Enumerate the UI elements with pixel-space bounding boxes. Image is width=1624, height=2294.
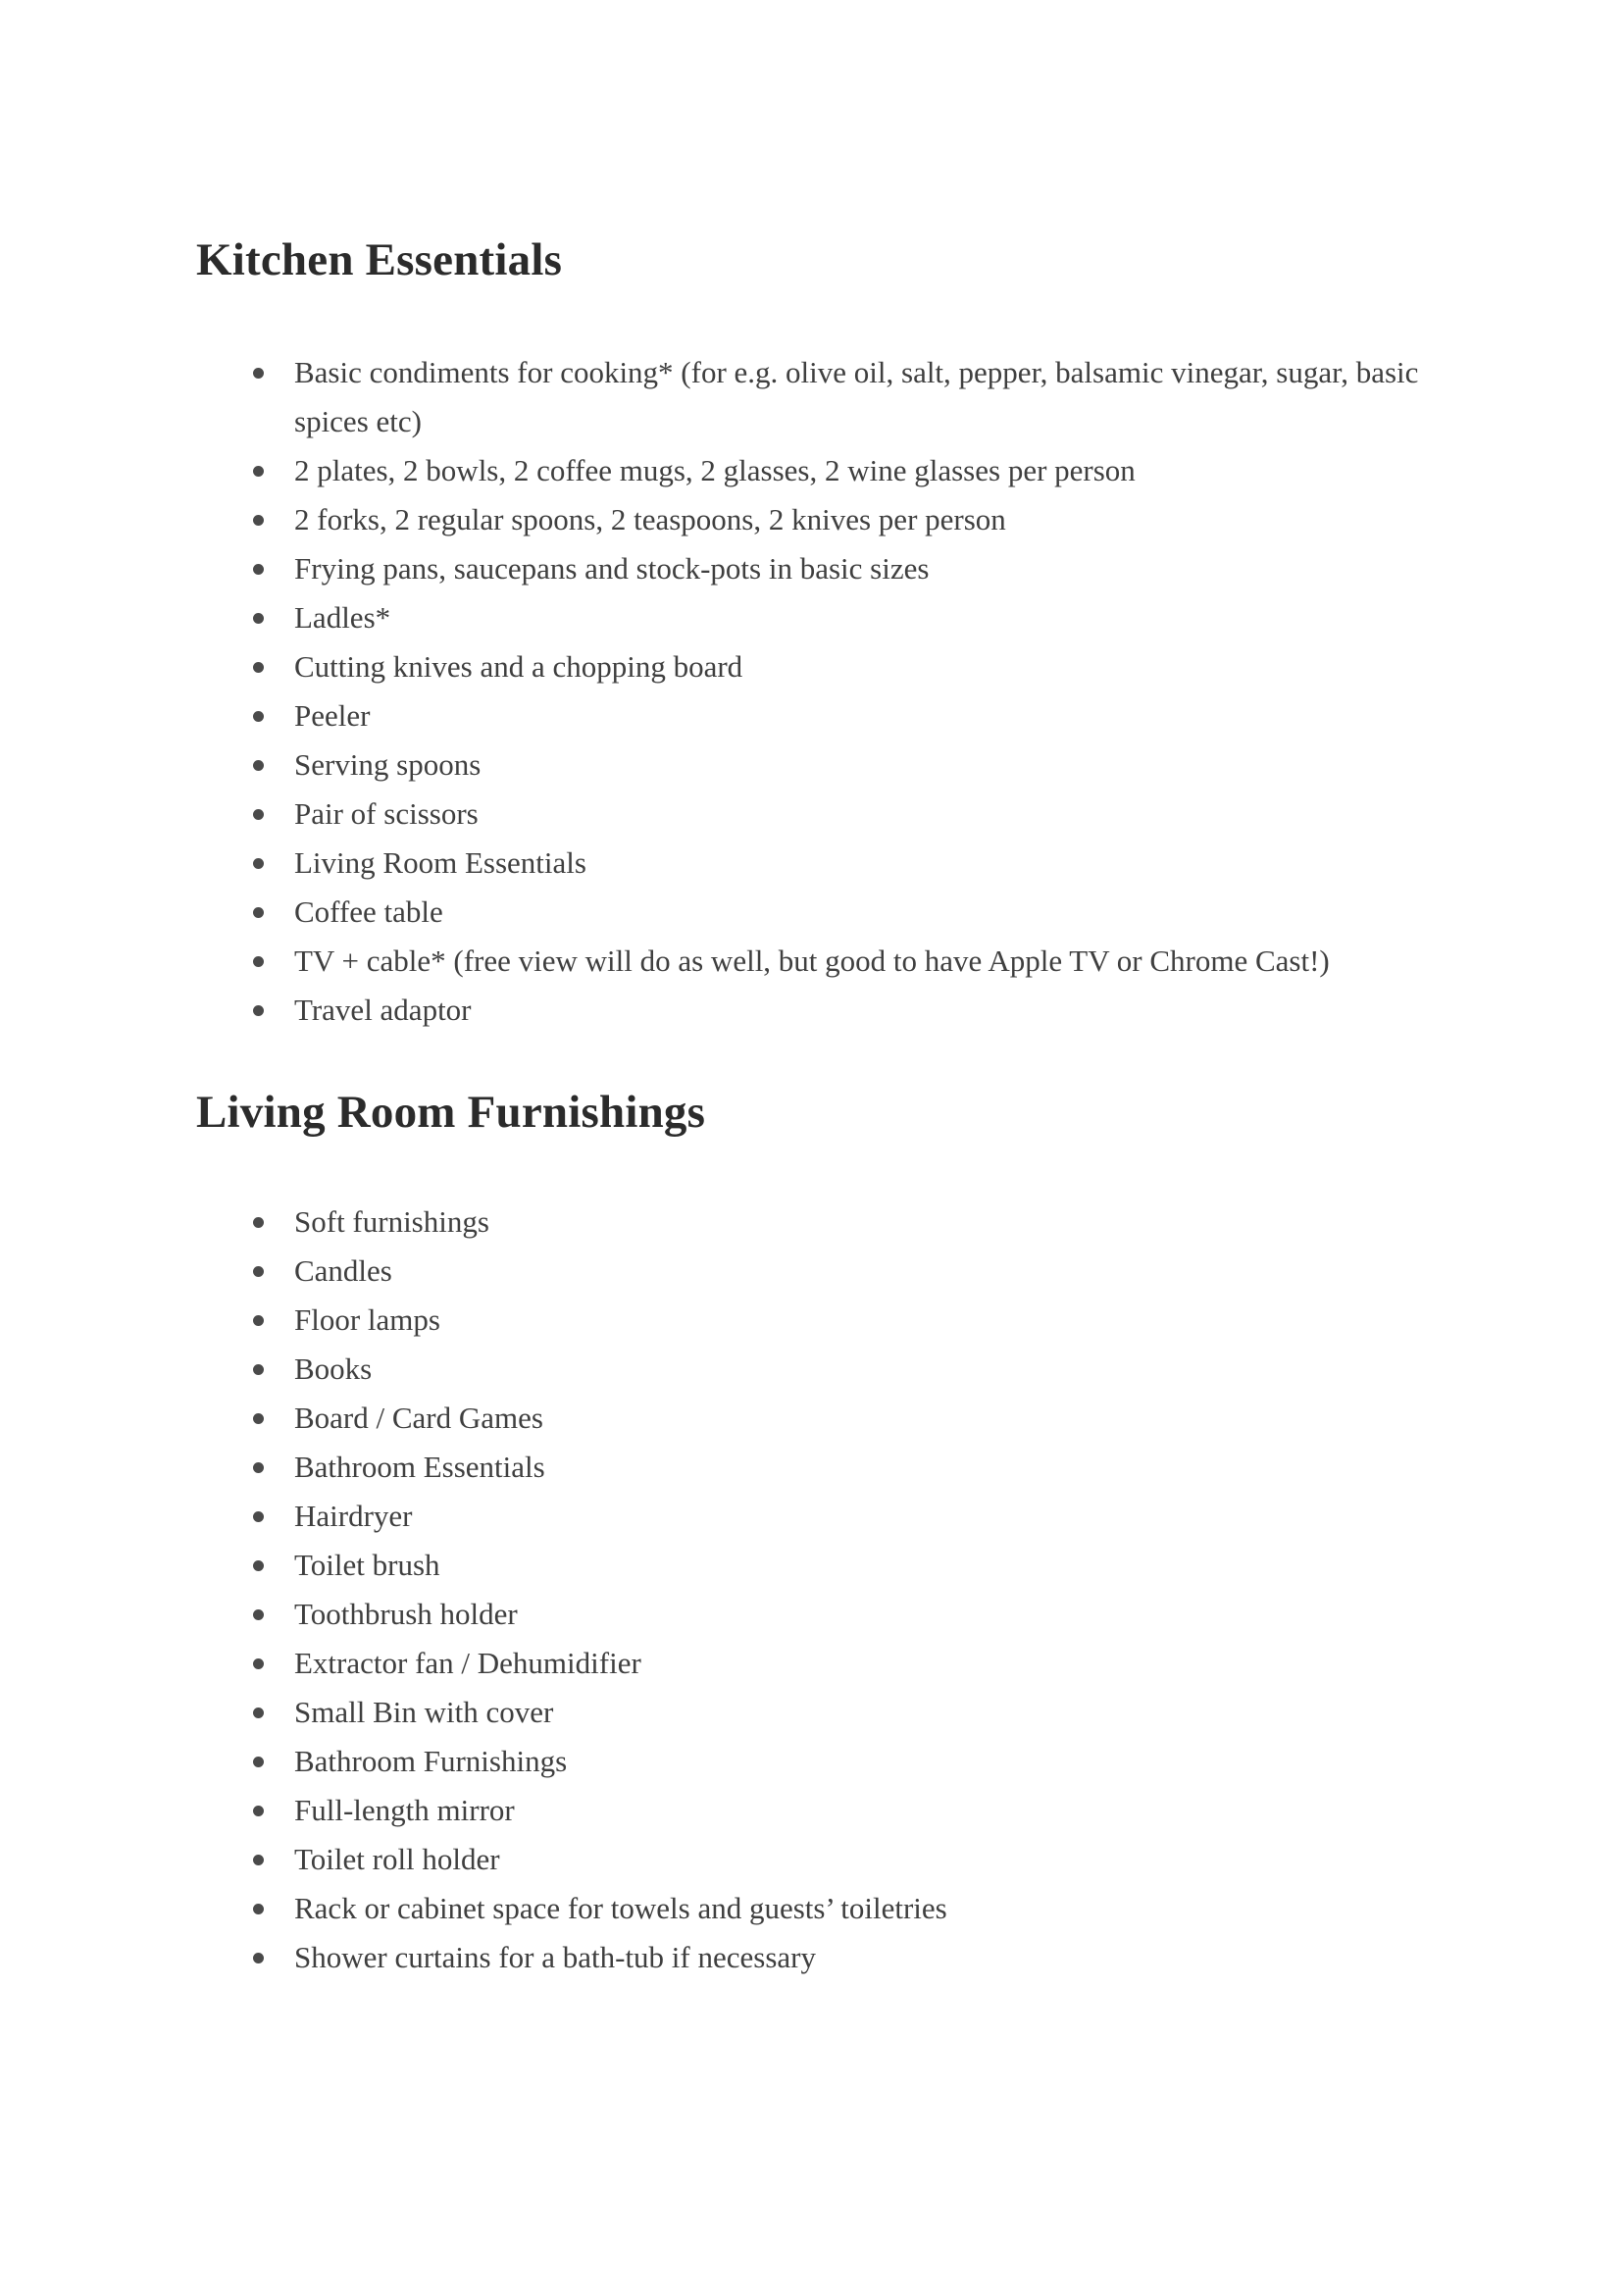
list-item-label: Toilet roll holder	[294, 1841, 500, 1876]
bullet-icon	[253, 1708, 264, 1718]
list-item	[196, 1737, 1428, 1786]
list-item	[196, 790, 1428, 839]
list-item	[196, 1345, 1428, 1394]
list-item	[196, 1688, 1428, 1737]
bullet-icon	[253, 1855, 264, 1865]
section-kitchen-essentials	[196, 233, 1428, 1035]
bullet-icon	[253, 1364, 264, 1375]
list-item	[196, 1296, 1428, 1345]
bullet-icon	[253, 1904, 264, 1914]
list-item-label: TV + cable* (free view will do as well, but good to have Apple TV or Chrome Cast!)	[294, 943, 1330, 979]
list-item-label: Extractor fan / Dehumidifier	[294, 1645, 641, 1680]
list-item-label: Bathroom Furnishings	[294, 1743, 568, 1778]
bullet-icon	[253, 1953, 264, 1963]
list-item-label: Board / Card Games	[294, 1400, 543, 1435]
list-item-label: Coffee table	[294, 894, 443, 930]
list-item	[196, 1639, 1428, 1688]
bullet-icon	[253, 613, 264, 624]
bullet-icon	[253, 760, 264, 771]
list-item-label: Toothbrush holder	[294, 1596, 518, 1631]
list-item-label: Basic condiments for cooking* (for e.g. olive oil, salt, pepper, balsamic vinegar, sugar, basic spices etc)	[294, 355, 1419, 439]
list-item-label: Peeler	[294, 698, 371, 734]
living-room-furnishings-list	[196, 1198, 1428, 1982]
list-item-label: 2 plates, 2 bowls, 2 coffee mugs, 2 glasses, 2 wine glasses per person	[294, 453, 1136, 488]
list-item	[196, 1933, 1428, 1982]
list-item-label: Hairdryer	[294, 1498, 413, 1533]
list-item	[196, 1443, 1428, 1492]
bullet-icon	[253, 1217, 264, 1228]
list-item-label: Small Bin with cover	[294, 1694, 554, 1729]
list-item	[196, 495, 1428, 544]
bullet-icon	[253, 1413, 264, 1424]
list-item	[196, 691, 1428, 740]
list-item	[196, 1884, 1428, 1933]
list-item-label: Rack or cabinet space for towels and guests’ toiletries	[294, 1890, 947, 1925]
section-living-room-furnishings	[196, 1086, 1428, 1981]
list-item-label: Candles	[294, 1252, 392, 1288]
list-item	[196, 593, 1428, 642]
bullet-icon	[253, 564, 264, 575]
bullet-icon	[253, 466, 264, 477]
list-item	[196, 1786, 1428, 1835]
list-item-label: Pair of scissors	[294, 796, 479, 832]
bullet-icon	[253, 1511, 264, 1522]
list-item	[196, 888, 1428, 937]
list-item-label: Ladles*	[294, 600, 391, 636]
list-item-label: Cutting knives and a chopping board	[294, 649, 743, 685]
list-item-label: 2 forks, 2 regular spoons, 2 teaspoons, 2 knives per person	[294, 502, 1006, 537]
bullet-icon	[253, 1462, 264, 1473]
list-item	[196, 986, 1428, 1035]
list-item	[196, 937, 1428, 986]
list-item	[196, 1198, 1428, 1247]
bullet-icon	[253, 956, 264, 967]
bullet-icon	[253, 1806, 264, 1816]
bullet-icon	[253, 1560, 264, 1571]
list-item	[196, 839, 1428, 888]
bullet-icon	[253, 515, 264, 526]
bullet-icon	[253, 907, 264, 918]
list-item-label: Shower curtains for a bath-tub if necessary	[294, 1939, 816, 1974]
bullet-icon	[253, 1005, 264, 1016]
list-item-label: Serving spoons	[294, 747, 482, 783]
list-item-label: Full-length mirror	[294, 1792, 515, 1827]
bullet-icon	[253, 368, 264, 379]
bullet-icon	[253, 858, 264, 869]
list-item	[196, 1492, 1428, 1541]
section-title-living-room-furnishings: Living Room Furnishings	[196, 1087, 706, 1139]
page-title: Kitchen Essentials	[196, 234, 563, 285]
list-item	[196, 1541, 1428, 1590]
list-item	[196, 1590, 1428, 1639]
list-item	[196, 1394, 1428, 1443]
list-item-label: Toilet brush	[294, 1547, 440, 1582]
list-item-label: Floor lamps	[294, 1301, 440, 1337]
list-item-label: Soft furnishings	[294, 1203, 489, 1239]
bullet-icon	[253, 711, 264, 722]
list-item-label: Living Room Essentials	[294, 845, 586, 881]
bullet-icon	[253, 662, 264, 673]
bullet-icon	[253, 1315, 264, 1326]
list-item-label: Travel adaptor	[294, 993, 472, 1028]
list-item	[196, 642, 1428, 691]
list-item-label: Frying pans, saucepans and stock-pots in basic sizes	[294, 551, 930, 586]
bullet-icon	[253, 1266, 264, 1277]
kitchen-essentials-list	[196, 348, 1428, 1035]
bullet-icon	[253, 1658, 264, 1669]
bullet-icon	[253, 1609, 264, 1620]
list-item	[196, 1247, 1428, 1296]
list-item	[196, 348, 1428, 446]
list-item-label: Bathroom Essentials	[294, 1449, 545, 1484]
list-item	[196, 544, 1428, 593]
list-item	[196, 740, 1428, 790]
bullet-icon	[253, 1757, 264, 1767]
list-item	[196, 1835, 1428, 1884]
list-item	[196, 446, 1428, 495]
list-item-label: Books	[294, 1351, 373, 1386]
bullet-icon	[253, 809, 264, 820]
